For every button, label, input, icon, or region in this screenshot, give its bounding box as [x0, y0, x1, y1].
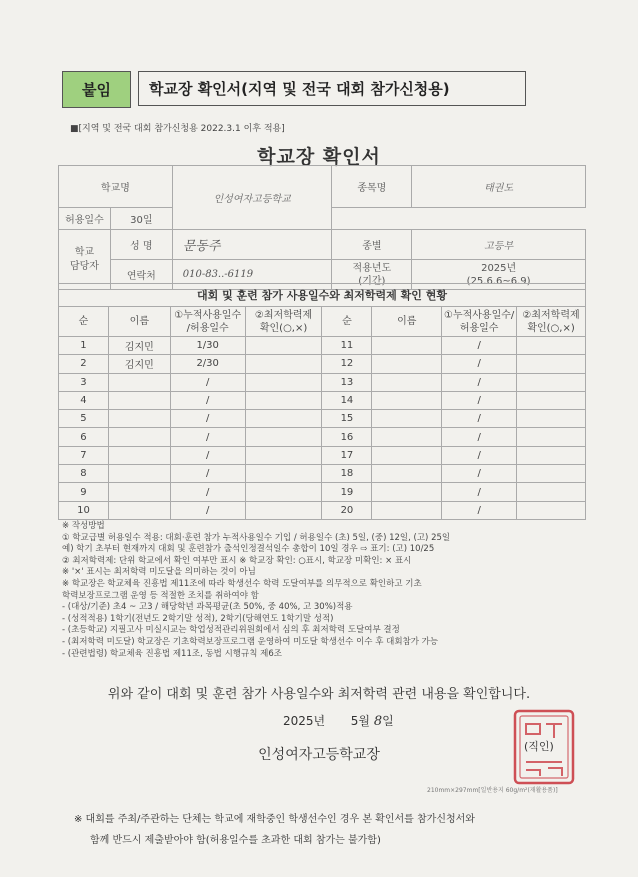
student-name: [372, 373, 442, 391]
note-line: - (관련법령) 학교체육 진흥법 제11조, 동법 시행규칙 제6조: [62, 648, 282, 659]
applicability-note: ■[지역 및 전국 대회 참가신청용 2022.3.1 이후 적용]: [70, 124, 285, 134]
min-academic-check: [245, 483, 322, 501]
min-academic-check: [245, 410, 322, 428]
note-line: ① 학교급별 허용일수 적용: 대회·훈련 참가 누적사용일수 기입 / 허용일수 (초) 5일, (중) 12일, (고) 25일: [62, 532, 451, 543]
row-number: 12: [322, 355, 372, 373]
date-year: 2025년: [283, 714, 326, 728]
table-row: [59, 465, 586, 483]
usage-days: /: [170, 391, 245, 409]
footer-line-1: ※ 대회를 주최/주관하는 단체는 학교에 재학중인 학생선수인 경우 본 확인서를 참가신청서와: [74, 814, 475, 825]
min-academic-check: [517, 355, 586, 373]
row-number: 19: [322, 483, 372, 501]
student-name: [372, 483, 442, 501]
school-head-name: 인성여자고등학교장: [258, 747, 380, 763]
min-academic-check: [517, 410, 586, 428]
note-line: ※ 작성방법: [62, 521, 105, 531]
min-academic-check: [517, 501, 586, 519]
note-line: ※ 학교장은 학교체육 진흥법 제11조에 따라 학생선수 학력 도달여부를 의무적으로 확인하고 기초: [62, 578, 422, 589]
min-academic-check: [245, 337, 322, 355]
header-cell: ②최저학력제 확인(○,×): [245, 307, 322, 337]
min-academic-check: [517, 391, 586, 409]
writing-notes: [62, 521, 582, 660]
allowed-days-label: 허용일수: [59, 208, 111, 230]
usage-days: /: [442, 337, 517, 355]
manager-name: 문동주: [172, 230, 332, 260]
school-label: 학교명: [59, 166, 173, 208]
min-academic-check: [245, 446, 322, 464]
student-name: [108, 428, 170, 446]
usage-days: /: [442, 373, 517, 391]
usage-days: /: [170, 373, 245, 391]
row-number: 6: [59, 428, 109, 446]
student-name: [372, 428, 442, 446]
row-number: 5: [59, 410, 109, 428]
event-value: 태권도: [412, 166, 586, 208]
usage-days: /: [442, 483, 517, 501]
usage-days: /: [442, 428, 517, 446]
min-academic-check: [245, 465, 322, 483]
table-row: [59, 355, 586, 373]
row-number: 13: [322, 373, 372, 391]
row-number: 3: [59, 373, 109, 391]
header-cell: 순: [59, 307, 109, 337]
usage-days: 1/30: [170, 337, 245, 355]
event-label: 종목명: [332, 166, 412, 208]
student-name: [372, 465, 442, 483]
min-academic-check: [245, 391, 322, 409]
manager-contact: 010-83..-6119: [172, 260, 332, 290]
date-day: 8: [373, 714, 383, 729]
usage-days: /: [170, 465, 245, 483]
header-cell: 순: [322, 307, 372, 337]
min-academic-check: [517, 373, 586, 391]
table-row: [59, 337, 586, 355]
student-name: [372, 337, 442, 355]
table-row: [59, 446, 586, 464]
year-label: 적용년도 (기간): [332, 260, 412, 290]
student-name: [108, 483, 170, 501]
min-academic-check: [245, 355, 322, 373]
usage-days: /: [170, 410, 245, 428]
student-name: [108, 410, 170, 428]
document-title: 학교장 확인서: [257, 146, 381, 168]
usage-table-caption: 대회 및 훈련 참가 사용일수와 최저학력제 확인 현황: [59, 284, 586, 307]
row-number: 20: [322, 501, 372, 519]
attachment-tag: 붙임: [62, 71, 131, 108]
school-name: 인성여자고등학교: [172, 166, 332, 230]
min-academic-check: [245, 373, 322, 391]
min-academic-check: [517, 465, 586, 483]
usage-days: /: [442, 465, 517, 483]
footer-line-2: 함께 반드시 제출받아야 함(허용일수를 초과한 대회 참가는 불가함): [90, 835, 381, 846]
paper-size-note: 210mm×297mm[일반용지 60g/m²(재활용품)]: [427, 787, 558, 794]
student-name: [372, 391, 442, 409]
usage-days: /: [442, 446, 517, 464]
usage-days: /: [170, 428, 245, 446]
manager-label: 학교 담당자: [59, 230, 111, 290]
student-name: [372, 501, 442, 519]
issue-date: [283, 712, 394, 729]
student-name: [108, 501, 170, 519]
usage-days: /: [170, 446, 245, 464]
min-academic-check: [517, 428, 586, 446]
contact-label: 연락처: [110, 260, 172, 290]
student-name: [372, 355, 442, 373]
table-row: [59, 391, 586, 409]
note-line: 예) 학기 초부터 현재까지 대회 및 훈련참가 출석인정결석일수 총합이 10일 경우 ⇨ 표기: (고) 10/25: [62, 544, 435, 555]
allowed-days-value: 30일: [110, 208, 172, 230]
min-academic-check: [517, 337, 586, 355]
usage-days: /: [170, 483, 245, 501]
row-number: 8: [59, 465, 109, 483]
usage-days: 2/30: [170, 355, 245, 373]
category-label: 종별: [332, 230, 412, 260]
table-row: [59, 373, 586, 391]
usage-days: /: [442, 410, 517, 428]
note-line: - (최저학력 미도달) 학교장은 기초학력보장프로그램 운영하여 미도달 학생선수 이수 후 대회참가 가능: [62, 636, 439, 647]
stamp-label: (직인): [524, 740, 554, 753]
row-number: 4: [59, 391, 109, 409]
row-number: 9: [59, 483, 109, 501]
footer-notice: [74, 809, 475, 851]
header-cell: ①누적사용일수 /허용일수: [170, 307, 245, 337]
note-line: ② 최저학력제: 단위 학교에서 확인 여부만 표시 ※ 학교장 확인: ○표시, 학교장 미확인: × 표시: [62, 555, 412, 566]
name-label: 성 명: [110, 230, 172, 260]
header-cell: 이름: [108, 307, 170, 337]
row-number: 1: [59, 337, 109, 355]
row-number: 15: [322, 410, 372, 428]
note-line: - (성적적용) 1학기(전년도 2학기말 성적), 2학기(당해연도 1학기말 성적): [62, 613, 334, 624]
row-number: 7: [59, 446, 109, 464]
usage-table: [58, 283, 586, 520]
usage-days: /: [442, 355, 517, 373]
note-line: - (초등학교) 지필고사 미실시교는 학업성적관리위원회에서 심의 후 최저학력 도달여부 결정: [62, 625, 400, 636]
table-row: [59, 501, 586, 519]
table-row: [59, 428, 586, 446]
student-name: 김지민: [108, 355, 170, 373]
header-cell: ②최저학력제 확인(○,×): [517, 307, 586, 337]
header-cell: 이름: [372, 307, 442, 337]
table-row: [59, 410, 586, 428]
info-table: [58, 165, 586, 290]
usage-table-header: [59, 307, 586, 337]
min-academic-check: [245, 428, 322, 446]
student-name: [108, 373, 170, 391]
student-name: 김지민: [108, 337, 170, 355]
date-day-suffix: 일: [382, 714, 394, 728]
form-title-box: 학교장 확인서(지역 및 전국 대회 참가신청용): [138, 71, 526, 106]
year-value: 2025년 (25.6.6~6.9): [412, 260, 586, 290]
note-line: 학력보장프로그램 운영 등 적절한 조치를 취하여야 함: [62, 590, 259, 601]
usage-days: /: [442, 501, 517, 519]
row-number: 14: [322, 391, 372, 409]
date-month: 5월: [350, 714, 371, 728]
student-name: [372, 410, 442, 428]
student-name: [108, 446, 170, 464]
row-number: 17: [322, 446, 372, 464]
category-value: 고등부: [412, 230, 586, 260]
min-academic-check: [245, 501, 322, 519]
note-line: - (대상/기준) 초4 ~ 고3 / 해당학년 과목평균(초 50%, 중 40%, 고 30%)적용: [62, 602, 353, 613]
header-cell: ①누적사용일수/ 허용일수: [442, 307, 517, 337]
row-number: 11: [322, 337, 372, 355]
confirmation-text: 위와 같이 대회 및 훈련 참가 사용일수와 최저학력 관련 내용을 확인합니다.: [107, 687, 531, 702]
row-number: 18: [322, 465, 372, 483]
student-name: [108, 391, 170, 409]
min-academic-check: [517, 446, 586, 464]
usage-days: /: [442, 391, 517, 409]
row-number: 2: [59, 355, 109, 373]
min-academic-check: [517, 483, 586, 501]
usage-days: /: [170, 501, 245, 519]
student-name: [108, 465, 170, 483]
table-row: [59, 483, 586, 501]
row-number: 10: [59, 501, 109, 519]
student-name: [372, 446, 442, 464]
note-line: ※ '×' 표시는 최저학력 미도달을 의미하는 것이 아님: [62, 567, 256, 578]
row-number: 16: [322, 428, 372, 446]
